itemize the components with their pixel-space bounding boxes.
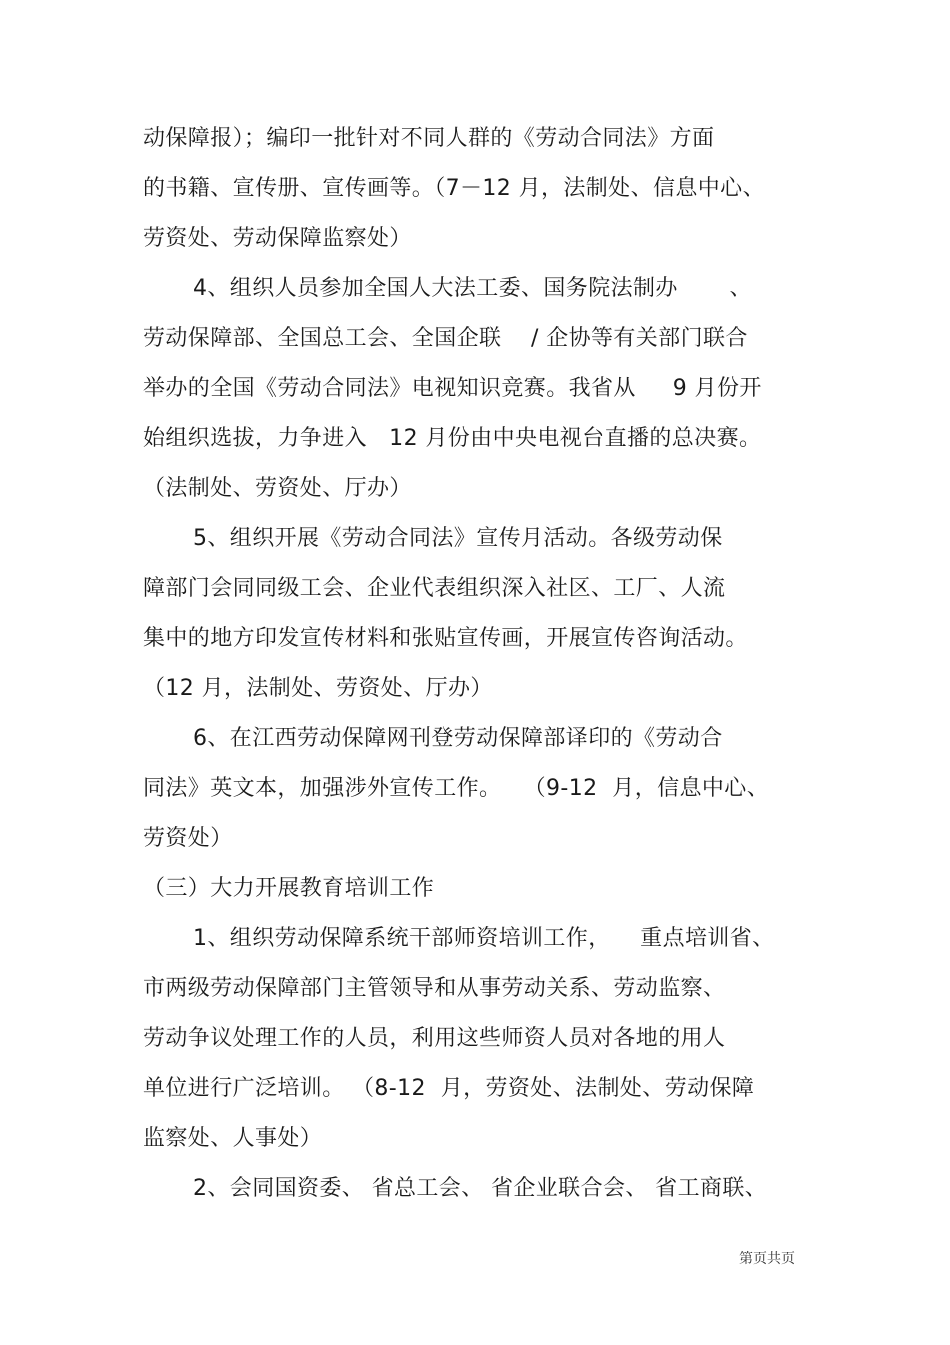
page-footer: 第页共页 xyxy=(739,1251,795,1267)
text-line: 举办的全国《劳动合同法》电视知识竞赛。我省从 9 月份开 xyxy=(143,376,762,401)
text-line: （12 月，法制处、劳资处、厅办） xyxy=(143,676,493,701)
text-line: 的书籍、宣传册、宣传画等。（7－12 月，法制处、信息中心、 xyxy=(143,176,765,201)
text-line: 5、组织开展《劳动合同法》宣传月活动。各级劳动保 xyxy=(193,526,723,551)
text-line: 劳动保障部、全国总工会、全国企联 / 企协等有关部门联合 xyxy=(143,326,748,351)
text-line: 动保障报）；编印一批针对不同人群的《劳动合同法》方面 xyxy=(143,126,715,151)
text-line: 单位进行广泛培训。 （8-12 月，劳资处、法制处、劳动保障 xyxy=(143,1076,755,1101)
text-line: 劳资处、劳动保障监察处） xyxy=(143,226,412,251)
text-line: 劳资处） xyxy=(143,826,233,851)
text-line: 1、组织劳动保障系统干部师资培训工作， 重点培训省、 xyxy=(193,926,775,951)
text-line: 集中的地方印发宣传材料和张贴宣传画，开展宣传咨询活动。 xyxy=(143,626,748,651)
text-line: 2、会同国资委、 省总工会、 省企业联合会、 省工商联、 xyxy=(193,1176,768,1201)
text-line: 市两级劳动保障部门主管领导和从事劳动关系、劳动监察、 xyxy=(143,976,726,1001)
text-line: 始组织选拔，力争进入 12 月份由中央电视台直播的总决赛。 xyxy=(143,426,762,451)
text-line: 监察处、人事处） xyxy=(143,1126,323,1151)
text-line: 劳动争议处理工作的人员，利用这些师资人员对各地的用人 xyxy=(143,1026,726,1051)
text-line: 4、组织人员参加全国人大法工委、国务院法制办 、 xyxy=(193,276,752,301)
text-line: 障部门会同同级工会、企业代表组织深入社区、工厂、人流 xyxy=(143,576,726,601)
section-heading: （三）大力开展教育培训工作 xyxy=(143,876,435,901)
text-line: （法制处、劳资处、厅办） xyxy=(143,476,412,501)
text-line: 同法》英文本，加强涉外宣传工作。 （9-12 月，信息中心、 xyxy=(143,776,770,801)
text-line: 6、在江西劳动保障网刊登劳动保障部译印的《劳动合 xyxy=(193,726,723,751)
